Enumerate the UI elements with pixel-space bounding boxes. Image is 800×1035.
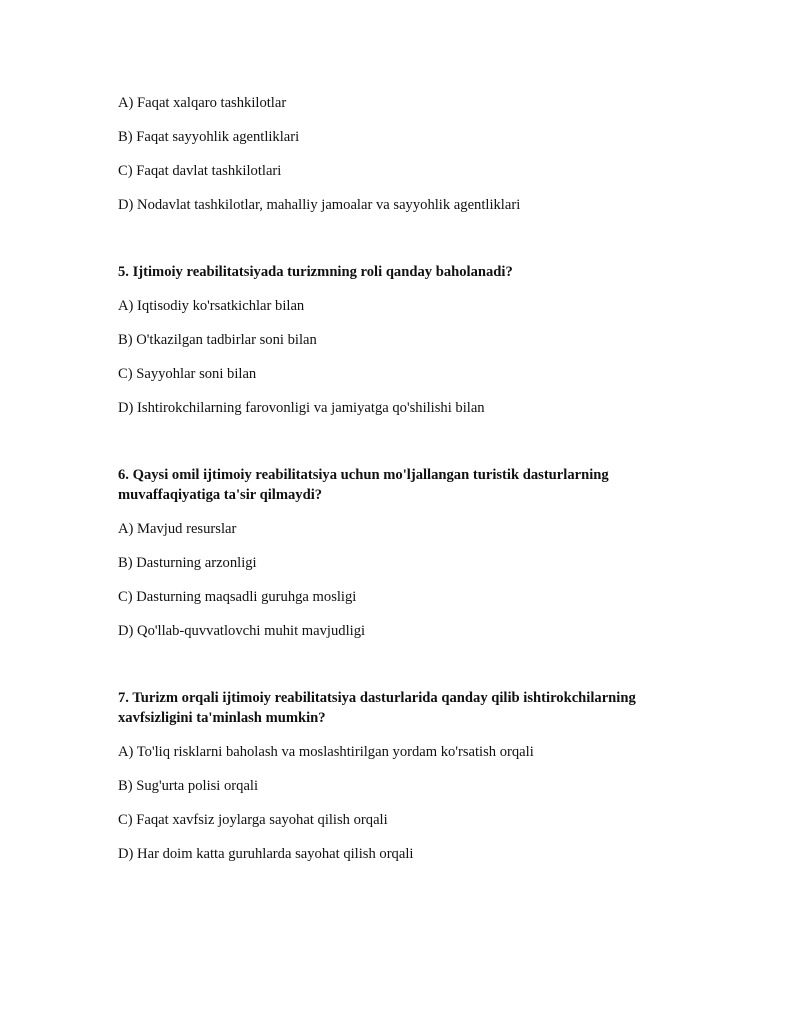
option-d: D) Har doim katta guruhlarda sayohat qilish orqali	[118, 846, 414, 862]
question-text-line-2: xavfsizligini ta'minlash mumkin?	[118, 710, 326, 726]
option-a: A) Iqtisodiy ko'rsatkichlar bilan	[118, 298, 305, 314]
option-c: C) Faqat xavfsiz joylarga sayohat qilish orqali	[118, 812, 388, 828]
option-d: D) Ishtirokchilarning farovonligi va jamiyatga qo'shilishi bilan	[118, 400, 485, 416]
option-d: D) Nodavlat tashkilotlar, mahalliy jamoalar va sayyohlik agentliklari	[118, 197, 521, 213]
option-a: A) Mavjud resurslar	[118, 521, 237, 537]
option-c: C) Sayyohlar soni bilan	[118, 366, 257, 382]
option-d: D) Qo'llab-quvvatlovchi muhit mavjudligi	[118, 623, 366, 639]
option-b: B) Sug'urta polisi orqali	[118, 778, 259, 794]
option-c: C) Faqat davlat tashkilotlari	[118, 163, 282, 179]
question-text: 5. Ijtimoiy reabilitatsiyada turizmning roli qanday baholanadi?	[118, 264, 513, 280]
option-b: B) O'tkazilgan tadbirlar soni bilan	[118, 332, 317, 348]
option-b: B) Dasturning arzonligi	[118, 555, 257, 571]
option-a: A) To'liq risklarni baholash va moslashtirilgan yordam ko'rsatish orqali	[118, 744, 534, 760]
question-text-line-2: muvaffaqiyatiga ta'sir qilmaydi?	[118, 487, 323, 503]
question-text-line-1: 6. Qaysi omil ijtimoiy reabilitatsiya uchun mo'ljallangan turistik dasturlarning	[118, 467, 609, 483]
option-b: B) Faqat sayyohlik agentliklari	[118, 129, 300, 145]
option-c: C) Dasturning maqsadli guruhga mosligi	[118, 589, 357, 605]
question-text-line-1: 7. Turizm orqali ijtimoiy reabilitatsiya dasturlarida qanday qilib ishtirokchilarning	[118, 690, 636, 706]
option-a: A) Faqat xalqaro tashkilotlar	[118, 95, 287, 111]
